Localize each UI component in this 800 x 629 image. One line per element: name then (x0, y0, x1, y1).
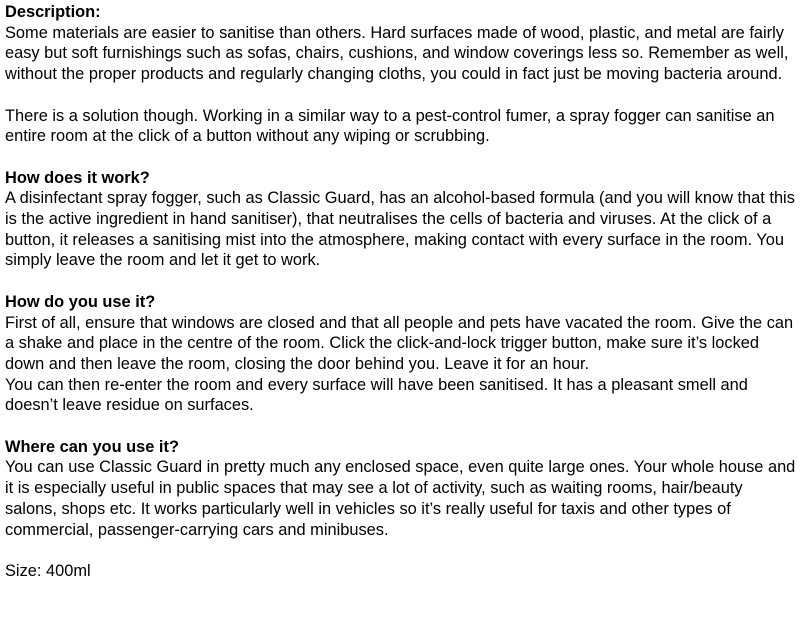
description-heading: Description: (5, 3, 101, 21)
where-to-use-heading: Where can you use it? (5, 437, 179, 456)
how-to-use-paragraph-1: First of all, ensure that windows are closed and that all people and pets have vacated the room. Give the can a shake and place in the centre of the room. Click the click-and-lock trigger button, make sure it’s locked down and then leave the room, closing the door behind you. Leave it for an hour. (5, 313, 794, 373)
size-label: Size: 400ml (5, 561, 91, 580)
spacer (5, 147, 797, 168)
where-to-use-paragraph: You can use Classic Guard in pretty much any enclosed space, even quite large ones. Your whole house and it is especially useful in public spaces that may see a lot of activity, such as waiting rooms, hair/beauty salons, shops etc. It works particularly well in vehicles so it’s really useful for taxis and other types of commercial, passenger-carrying cars and minibuses. (5, 458, 796, 539)
how-it-works-paragraph: A disinfectant spray fogger, such as Classic Guard, has an alcohol-based formula (and you will know that this is the active ingredient in hand sanitiser), that neutralises the cells of bacteria and viruses. At the click of a button, it releases a sanitising mist into the atmosphere, making contact with every surface in the room. You simply leave the room and let it get to work. (5, 189, 795, 270)
description-paragraph-2: There is a solution though. Working in a similar way to a pest-control fumer, a spray fogger can sanitise an entire room at the click of a button without any wiping or scrubbing. (5, 106, 775, 146)
how-to-use-heading: How do you use it? (5, 292, 156, 311)
spacer (5, 85, 797, 106)
product-description-document (5, 2, 797, 582)
description-paragraph-1: Some materials are easier to sanitise than others. Hard surfaces made of wood, plastic, and metal are fairly easy but soft furnishings such as sofas, chairs, cushions, and window coverings less so. Remember as well, without the proper products and regularly changing cloths, you could in fact just be moving bacteria around. (5, 23, 789, 84)
how-it-works-heading: How does it work? (5, 168, 150, 187)
spacer (5, 271, 797, 292)
how-to-use-paragraph-2: You can then re-enter the room and every surface will have been sanitised. It has a pleasant smell and doesn’t leave residue on surfaces. (5, 375, 748, 415)
spacer (5, 540, 797, 561)
spacer (5, 416, 797, 437)
